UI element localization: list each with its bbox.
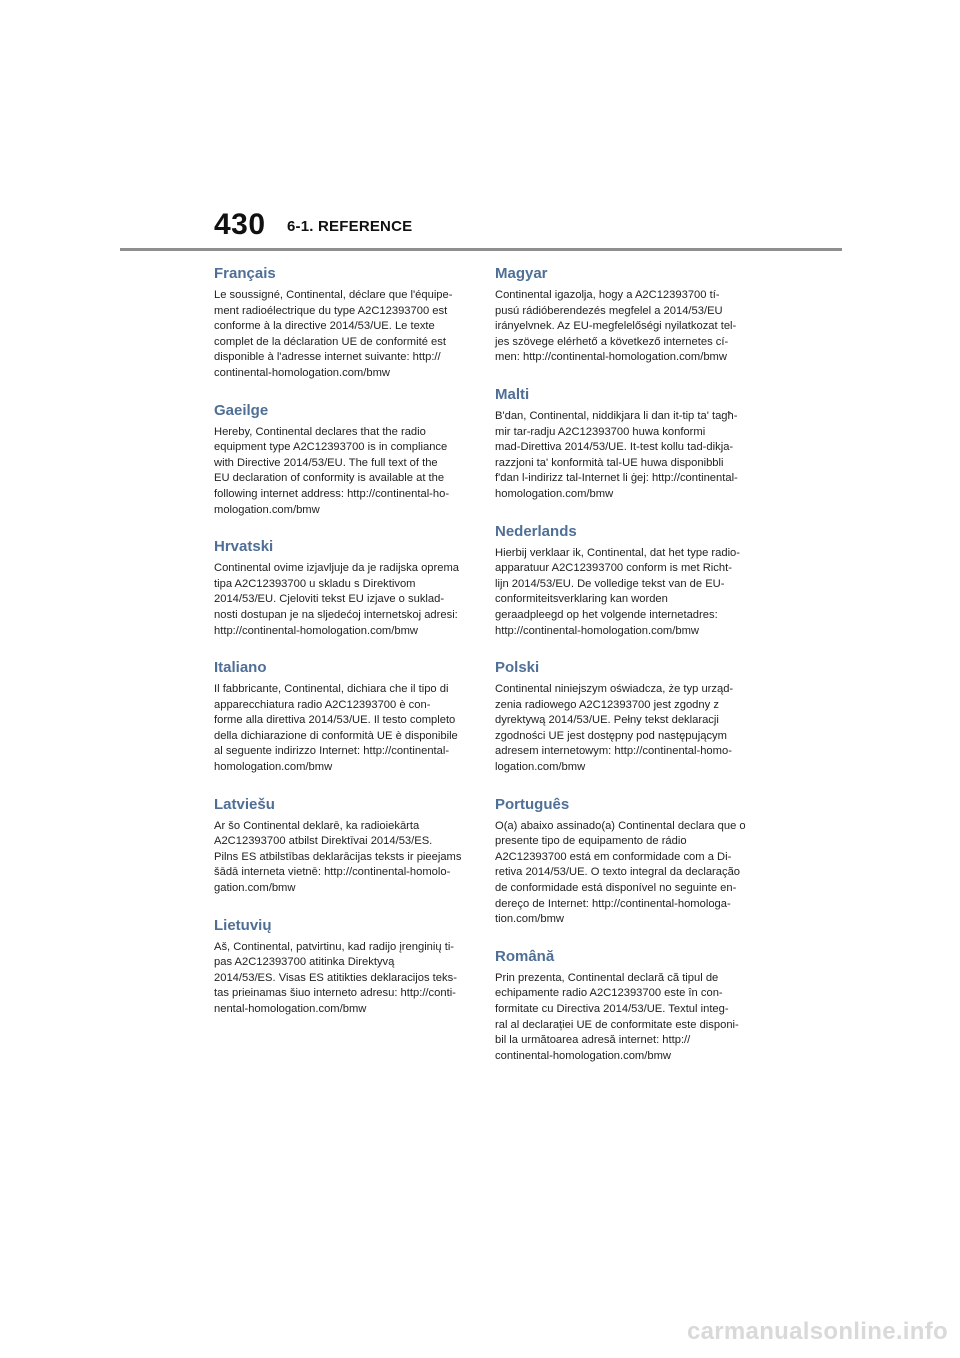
declaration-text: Continental igazolja, hogy a A2C12393700 tí- pusú rádióberendezés megfelel a 2014/53/EU irányelvnek. Az EU-megfelelőségi nyilatkozat tel- jes szövege elérhető a következő internetes cí- men: http://continental-homologation.com/bmw — [495, 289, 737, 364]
language-section-hrvatski — [214, 530, 466, 651]
language-section-latviesu — [214, 788, 466, 909]
page-number: 430 — [214, 208, 266, 241]
language-section-magyar — [495, 257, 747, 378]
language-heading: Lietuvių — [214, 916, 272, 934]
declaration-text: Hierbij verklaar ik, Continental, dat het type radio- apparatuur A2C12393700 conform is met Richt- lijn 2014/53/EU. De volledige tekst van de EU- conformiteitsverklaring kan worden geraadpleegd op het volgende internetadres: http://continental-homologation.com/bmw — [495, 546, 740, 637]
declaration-text: Continental niniejszym oświadcza, że typ urząd- zenia radiowego A2C12393700 jest zgodny z dyrektywą 2014/53/UE. Pełny tekst deklaracji zgodności UE jest dostępny pod następującym adresem internetowym: http://continental-homo- logation.com/bmw — [495, 683, 734, 774]
declaration-text: Prin prezenta, Continental declară că tipul de echipamente radio A2C12393700 este în con- formitate cu Directiva 2014/53/UE. Textul integ- ral al declarației UE de conformitate este disponi- bil la următoarea adresă internet: http:// continental-homologation.com/bmw — [495, 971, 739, 1062]
language-heading: Gaeilge — [214, 401, 269, 419]
language-section-italiano — [214, 651, 466, 788]
declaration-text: B'dan, Continental, niddikjara li dan it-tip ta' tagħ- mir tar-radju A2C12393700 huwa konformi mad-Direttiva 2014/53/UE. It-test kollu tad-dikja- razzjoni ta' konformità tal-UE huwa disponibbli f'dan l-indirizz tal-Internet li ġej: http://continental- homologation.com/bmw — [495, 409, 738, 500]
language-section-francais — [214, 257, 466, 394]
language-heading: Hrvatski — [214, 538, 274, 556]
language-heading: Português — [495, 795, 570, 813]
language-heading: Malti — [495, 385, 530, 403]
language-section-nederlands — [495, 515, 747, 652]
language-section-romana — [495, 940, 747, 1077]
watermark-url: carmanualsonline.info — [686, 1318, 948, 1345]
language-section-portugues — [495, 788, 747, 940]
language-section-malti — [495, 378, 747, 515]
language-heading: Română — [495, 947, 555, 965]
language-heading: Français — [214, 265, 276, 282]
declaration-text: Le soussigné, Continental, déclare que l'équipe- ment radioélectrique du type A2C12393700 est conforme à la directive 2014/53/UE. Le texte complet de la déclaration UE de conformité est disponible à l'adresse internet suivante: http:// continental-homologation.com/bmw — [214, 289, 453, 379]
language-section-polski — [495, 651, 747, 788]
language-heading: Italiano — [214, 659, 267, 677]
left-column — [214, 257, 466, 1030]
language-heading: Magyar — [495, 265, 548, 282]
page-header — [120, 200, 842, 251]
language-heading: Latviešu — [214, 795, 275, 813]
language-section-lietuviu — [214, 909, 466, 1030]
declaration-text: Continental ovime izjavljuje da je radijska oprema tipa A2C12393700 u skladu s Direktivom 2014/53/EU. Cjeloviti tekst EU izjave o suklad- nosti dostupan je na sljedećoj internetskoj adresi: http://continental-homologation.com/bmw — [214, 562, 460, 637]
declaration-text: O(a) abaixo assinado(a) Continental declara que o presente tipo de equipamento de rádio A2C12393700 está em conformidade com a Di- retiva 2014/53/UE. O texto integral da declaração de conformidade está disponível no seguinte en- dereço de Internet: http://continental-homologa- tion.com/bmw — [495, 819, 746, 926]
language-heading: Nederlands — [495, 522, 577, 540]
language-section-gaeilge — [214, 394, 466, 531]
section-title: 6-1. REFERENCE — [287, 218, 413, 235]
declaration-text: Hereby, Continental declares that the radio equipment type A2C12393700 is in compliance with Directive 2014/53/EU. The full text of the EU declaration of conformity is available at the following internet address: http://continental-ho- mologation.com/bmw — [214, 425, 450, 516]
declaration-text: Aš, Continental, patvirtinu, kad radijo įrenginių ti- pas A2C12393700 atitinka Direktyvą 2014/53/ES. Visas ES atitikties deklaracijos teks- tas prieinamas šiuo interneto adresu: http://conti- nental-homologation.com/bmw — [214, 940, 457, 1015]
language-heading: Polski — [495, 659, 540, 677]
declaration-text: Il fabbricante, Continental, dichiara che il tipo di apparecchiatura radio A2C12393700 è con- forme alla direttiva 2014/53/UE. Il testo completo della dichiarazione di conformità UE è disponibile al seguente indirizzo Internet: http://continental- homologation.com/bmw — [214, 683, 458, 774]
declaration-text: Ar šo Continental deklarē, ka radioiekārta A2C12393700 atbilst Direktīvai 2014/53/ES. Pilns ES atbilstības deklarācijas teksts ir pieejams šādā interneta vietnē: http://continental-homolo- gation.com/bmw — [214, 819, 462, 895]
right-column — [495, 257, 747, 1076]
